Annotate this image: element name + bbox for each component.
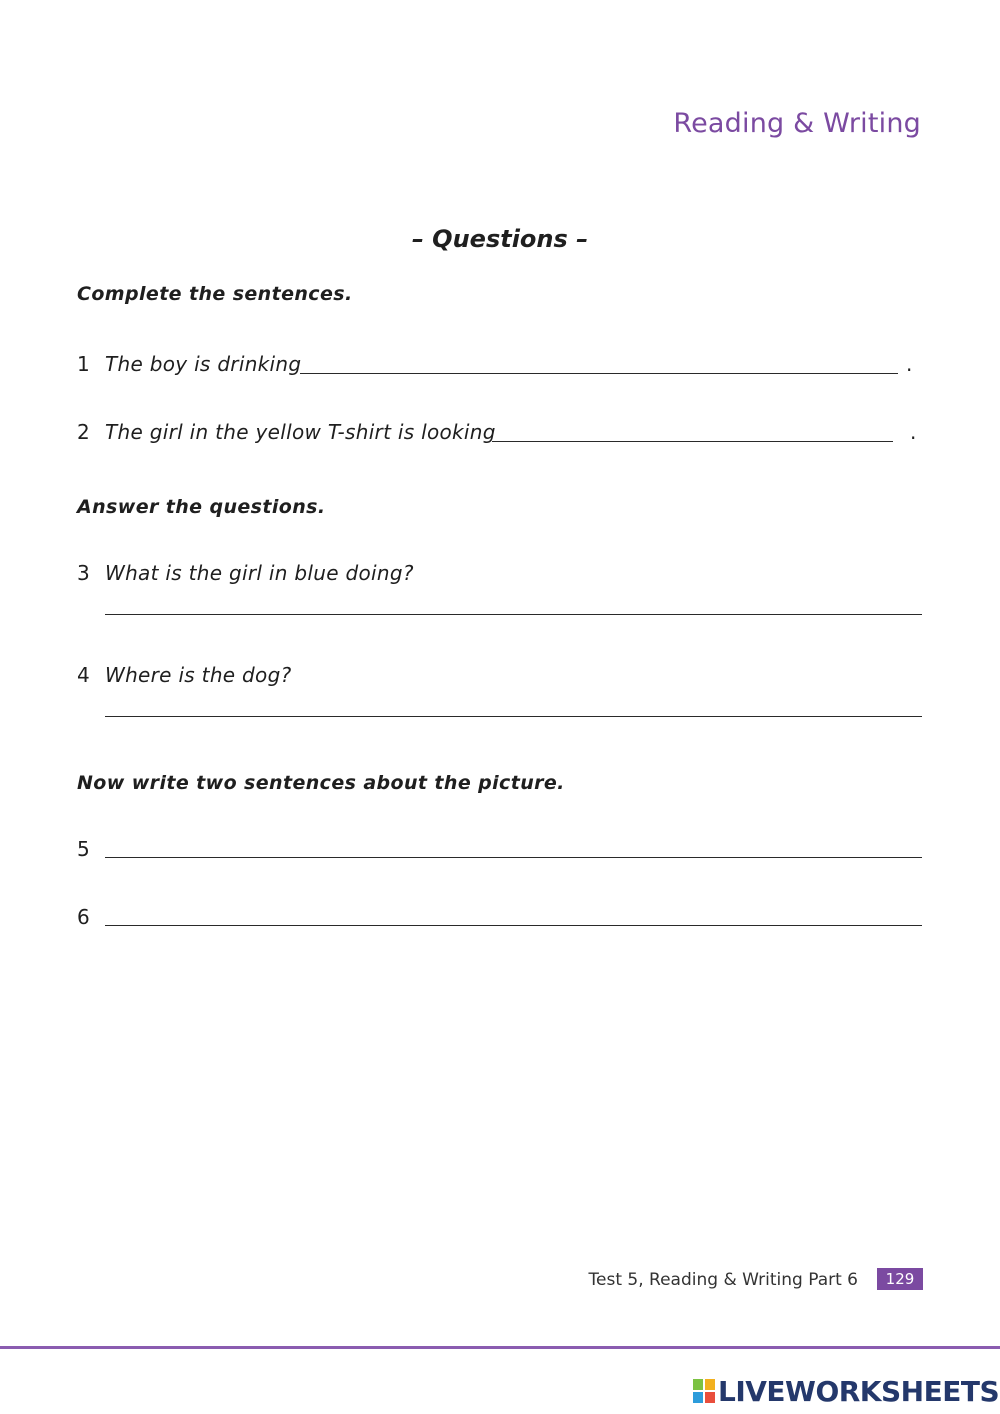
brand-name: LIVEWORKSHEETS xyxy=(718,1374,1000,1408)
instruction-complete: Complete the sentences. xyxy=(77,283,353,305)
section-title: Reading & Writing xyxy=(673,108,921,139)
questions-heading: – Questions – xyxy=(411,225,589,253)
item-text-2: The girl in the yellow T-shirt is looking xyxy=(105,420,496,444)
item-number-3: 3 xyxy=(77,561,90,585)
brand-logo[interactable] xyxy=(693,1374,999,1408)
item-text-3: What is the girl in blue doing? xyxy=(105,561,414,585)
answer-line-3[interactable] xyxy=(105,614,922,615)
instruction-write: Now write two sentences about the picture. xyxy=(77,772,565,794)
page-number-badge: 129 xyxy=(877,1268,923,1290)
item-text-4: Where is the dog? xyxy=(105,663,292,687)
item-text-1: The boy is drinking xyxy=(105,352,302,376)
liveworksheets-logo-icon xyxy=(693,1379,715,1403)
item-number-6: 6 xyxy=(77,905,90,929)
answer-line-5[interactable] xyxy=(105,857,922,858)
item-number-5: 5 xyxy=(77,837,90,861)
answer-line-6[interactable] xyxy=(105,925,922,926)
answer-line-2[interactable] xyxy=(492,441,893,442)
item-number-2: 2 xyxy=(77,420,90,444)
item-end-2: . xyxy=(910,420,917,444)
item-number-1: 1 xyxy=(77,352,90,376)
item-end-1: . xyxy=(906,352,913,376)
answer-line-1[interactable] xyxy=(300,373,898,374)
item-number-4: 4 xyxy=(77,663,90,687)
answer-line-4[interactable] xyxy=(105,716,922,717)
footer-divider xyxy=(0,1346,1000,1349)
footer-caption: Test 5, Reading & Writing Part 6 xyxy=(588,1270,858,1290)
instruction-answer: Answer the questions. xyxy=(77,496,326,518)
